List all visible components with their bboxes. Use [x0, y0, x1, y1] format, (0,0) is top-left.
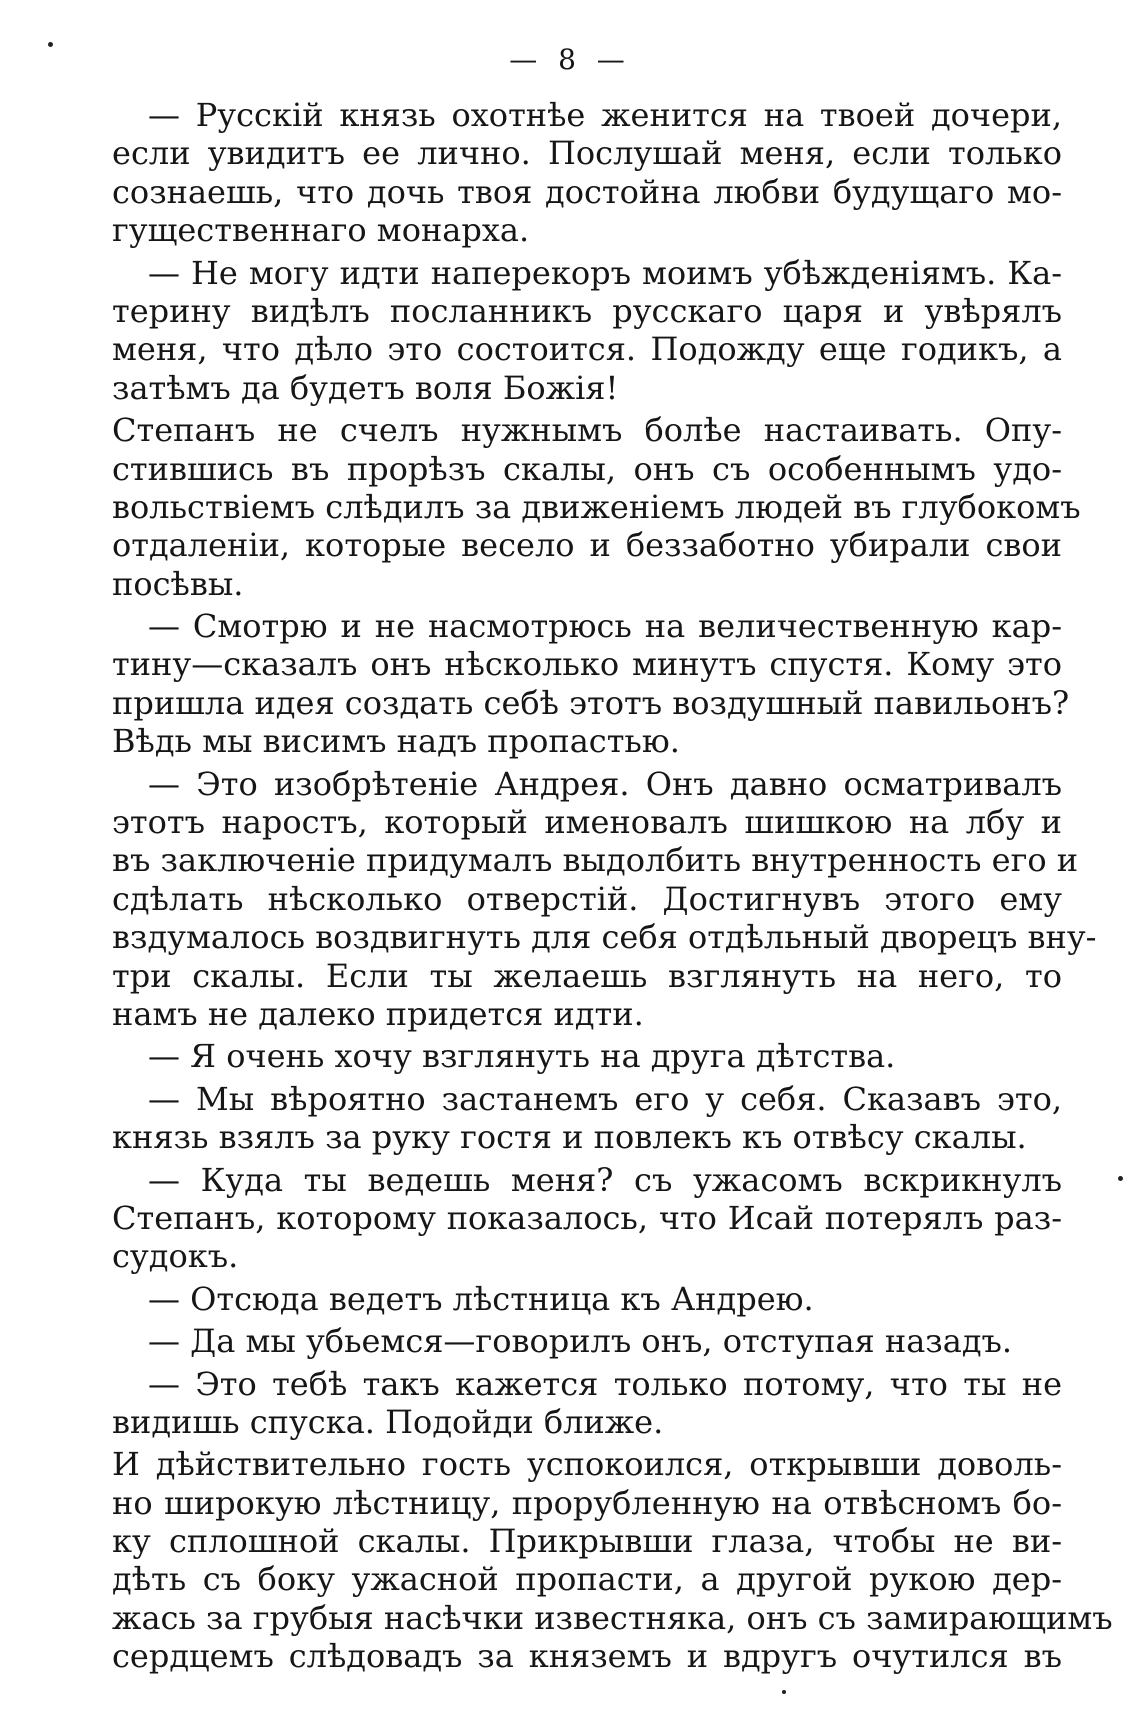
- text-line: — Куда ты ведешь меня? съ ужасомъ вскрикнулъ: [148, 1160, 1062, 1199]
- text-line: — Не могу идти наперекоръ моимъ убѣжденіямъ. Ка-: [148, 253, 1062, 292]
- text-line: видишь спуска. Подойди ближе.: [112, 1402, 664, 1441]
- paragraph: [112, 1365, 1062, 1442]
- text-line: Степанъ, которому показалось, что Исай потерялъ раз-: [112, 1198, 1062, 1237]
- text-line: отдаленіи, которые весело и беззаботно убирали свои: [112, 526, 1062, 565]
- text-line: — Отсюда ведетъ лѣстница къ Андрею.: [148, 1279, 814, 1318]
- print-speck-right-margin: [1118, 1176, 1123, 1181]
- paragraph: [112, 1161, 1062, 1276]
- paragraph: [112, 1037, 1062, 1075]
- text-line: въ заключеніе придумалъ выдолбить внутренность его и: [112, 841, 1079, 880]
- text-line: — Да мы убьемся—говорилъ онъ, отступая назадъ.: [148, 1322, 1013, 1361]
- page-text: [112, 96, 1113, 1680]
- text-line: сознаешь, что дочь твоя достойна любви будущаго мо-: [112, 172, 1062, 211]
- paragraph: [112, 607, 1070, 761]
- text-line: жась за грубыя насѣчки известняка, онъ съ замирающимъ: [112, 1598, 1113, 1637]
- text-line: — Это тебѣ такъ кажется только потому, что ты не: [148, 1364, 1062, 1403]
- text-line: князь взялъ за руку гостя и повлекъ къ отвѣсу скалы.: [112, 1118, 1027, 1157]
- print-speck-bottom: [782, 1690, 786, 1694]
- paragraph: [112, 764, 1097, 1034]
- paragraph: [112, 1080, 1062, 1157]
- text-line: — Это изобрѣтеніе Андрея. Онъ давно осматривалъ: [148, 764, 1062, 803]
- text-line: три скалы. Если ты желаешь взглянуть на него, то: [112, 956, 1062, 995]
- text-line: — Смотрю и не насмотрюсь на величественную кар-: [148, 607, 1062, 646]
- text-line: этотъ наростъ, который именовалъ шишкою на лбу и: [112, 803, 1062, 842]
- text-line: ку сплошной скалы. Прикрывши глаза, чтобы не ви-: [112, 1522, 1062, 1561]
- text-line: терину видѣлъ посланникъ русскаго царя и увѣрялъ: [112, 291, 1062, 330]
- text-line: — Я очень хочу взглянуть на друга дѣтства.: [148, 1037, 896, 1076]
- text-line: пришла идея создать себѣ этотъ воздушный павильонъ?: [112, 683, 1070, 722]
- paragraph: [112, 254, 1062, 408]
- text-line: Вѣдь мы висимъ надъ пропастью.: [112, 722, 680, 761]
- text-line: намъ не далеко придется идти.: [112, 994, 644, 1033]
- text-line: меня, что дѣло это состоится. Подожду еще годикъ, а: [112, 330, 1062, 369]
- paragraph: [112, 1445, 1113, 1676]
- text-line: судокъ.: [112, 1237, 239, 1276]
- text-line: — Мы вѣроятно застанемъ его у себя. Сказавъ это,: [148, 1079, 1062, 1118]
- text-line: посѣвы.: [112, 564, 244, 603]
- text-line: вольствіемъ слѣдилъ за движеніемъ людей въ глубокомъ: [112, 487, 1081, 526]
- text-line: стившись въ прорѣзъ скалы, онъ съ особеннымъ удо-: [112, 449, 1062, 488]
- text-line: вздумалось воздвигнуть для себя отдѣльный дворецъ вну-: [112, 918, 1097, 957]
- text-line: сердцемъ слѣдовадъ за княземъ и вдругъ очутился въ: [112, 1637, 1062, 1676]
- text-line: тину—сказалъ онъ нѣсколько минутъ спустя. Кому это: [112, 645, 1062, 684]
- text-line: затѣмъ да будетъ воля Божія!: [112, 368, 619, 407]
- text-line: И дѣйствительно гость успокоился, открывши доволь-: [112, 1445, 1062, 1484]
- text-line: сдѣлать нѣсколько отверстій. Достигнувъ этого ему: [112, 879, 1062, 918]
- paragraph: [112, 96, 1062, 250]
- text-line: гущественнаго монарха.: [112, 211, 530, 250]
- text-line: Степанъ не счелъ нужнымъ болѣе настаивать. Опу-: [112, 411, 1062, 450]
- page-number: — 8 —: [509, 43, 631, 76]
- print-speck-top-left: [48, 42, 53, 47]
- paragraph: [112, 411, 1081, 603]
- text-line: но широкую лѣстницу, прорубленную на отвѣсномъ бо-: [112, 1483, 1062, 1522]
- paragraph: [112, 1280, 1062, 1318]
- text-line: дѣть съ боку ужасной пропасти, а другой рукою дер-: [112, 1560, 1062, 1599]
- text-line: если увидитъ ее лично. Послушай меня, если только: [112, 134, 1062, 173]
- text-line: — Русскій князь охотнѣе женится на твоей дочери,: [148, 96, 1062, 134]
- paragraph: [112, 1322, 1062, 1360]
